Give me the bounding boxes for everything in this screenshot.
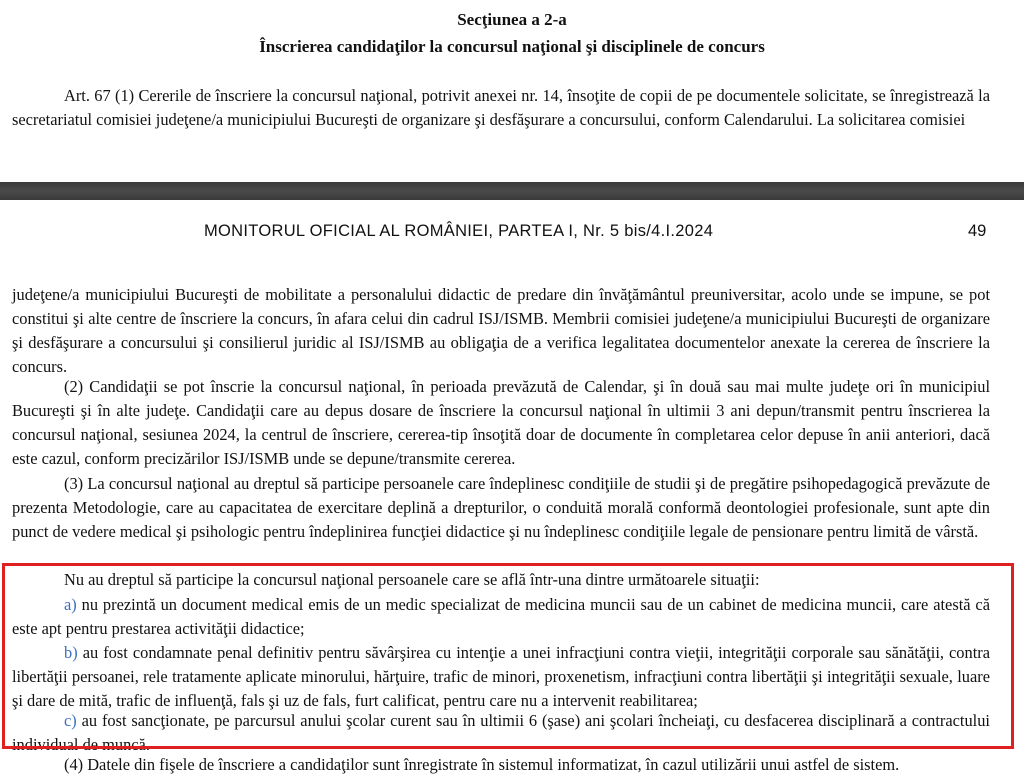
running-header: MONITORUL OFICIAL AL ROMÂNIEI, PARTEA I, Nr. 5 bis/4.I.2024 bbox=[204, 222, 714, 240]
page-separator bbox=[0, 182, 1024, 200]
paragraph-continuation: judeţene/a municipiului Bucureşti de mobilitate a personalului didactic de predare din învăţământul preuniversitar, acolo unde se impune, se pot constitui şi alte centre de înscriere la concurs, în afara celui din cadrul ISJ/ISMB. Membrii comisiei judeţene/a municipiului Bucureşti de organizare şi desfăşurare a concursului şi consilierul juridic al ISJ/ISMB au obligaţia de a verifica legalitatea documentelor anexate la cererea de înscriere la concurs. bbox=[12, 285, 990, 376]
list-marker-a: a) bbox=[64, 595, 77, 614]
paragraph-2: (2) Candidaţii se pot înscrie la concursul naţional, în perioada prevăzută de Calendar, şi în două sau mai multe judeţe ori în municipiul Bucureşti şi în alte judeţe. Candidaţii care au depus dosare de înscriere la concursul naţional în ultimii 3 ani depun/transmit pentru înscrierea la concursul naţional, sesiunea 2024, la centrul de înscriere, cererea-tip însoţită doar de documente în completarea celor depuse în anii anteriori, dacă este cazul, conform precizărilor ISJ/ISMB unde se depune/transmite cererea. bbox=[12, 377, 990, 468]
list-marker-c: c) bbox=[64, 711, 77, 730]
list-item-b-text: au fost condamnate penal definitiv pentru săvârşirea cu intenţie a unei infracţiuni contra vieţii, integrităţii corporale sau sănătăţii, contra libertăţii persoanei, rele tratamente aplicate minorului, hărţuire, trafic de minori, proxenetism, infracţiuni contra libertăţii şi integrităţii sexuale, luare şi dare de mită, trafic de influenţă, fals şi uz de fals, furt calificat, pentru care nu a intervenit reabilitarea; bbox=[12, 643, 990, 710]
excluded-intro: Nu au dreptul să participe la concursul naţional persoanele care se află într-una dintre următoarele situaţii: bbox=[64, 570, 760, 589]
paragraph-4: (4) Datele din fişele de înscriere a candidaţilor sunt înregistrate în sistemul informatizat, în cazul utilizării unui astfel de sistem. bbox=[64, 755, 900, 774]
section-title: Înscrierea candidaţilor la concursul naţional şi disciplinele de concurs bbox=[259, 37, 765, 56]
list-item-a-text: nu prezintă un document medical emis de un medic specializat de medicina muncii sau de un cabinet de medicina muncii, care atestă că este apt pentru prestarea activităţii didactice; bbox=[12, 595, 990, 638]
list-item-c-text: au fost sancţionate, pe parcursul anului şcolar curent sau în ultimii 6 (şase) ani şcolari încheiaţi, cu desfacerea disciplinară a contractului individual de muncă. bbox=[12, 711, 990, 754]
list-marker-b: b) bbox=[64, 643, 78, 662]
paragraph-3: (3) La concursul naţional au dreptul să participe persoanele care îndeplinesc condiţiile de studii şi de pregătire psihopedagogică prevăzute de prezenta Metodologie, care au capacitatea de exercitare deplină a drepturilor, o conduită morală conformă deontologiei profesionale, sunt apte din punct de vedere medical şi psihologic pentru îndeplinirea funcţiei didactice şi nu îndeplinesc condiţiile legale de pensionare pentru limită de vârstă. bbox=[12, 474, 990, 541]
section-number: Secţiunea a 2-a bbox=[457, 10, 567, 29]
page-number: 49 bbox=[968, 222, 987, 240]
article-67-paragraph-1: Art. 67 (1) Cererile de înscriere la concursul naţional, potrivit anexei nr. 14, însoţite de copii de pe documentele solicitate, se înregistrează la secretariatul comisiei judeţene/a municipiului Bucureşti de organizare şi desfăşurare a concursului, conform Calendarului. La solicitarea comisiei bbox=[12, 86, 990, 129]
highlight-box bbox=[2, 563, 1014, 749]
